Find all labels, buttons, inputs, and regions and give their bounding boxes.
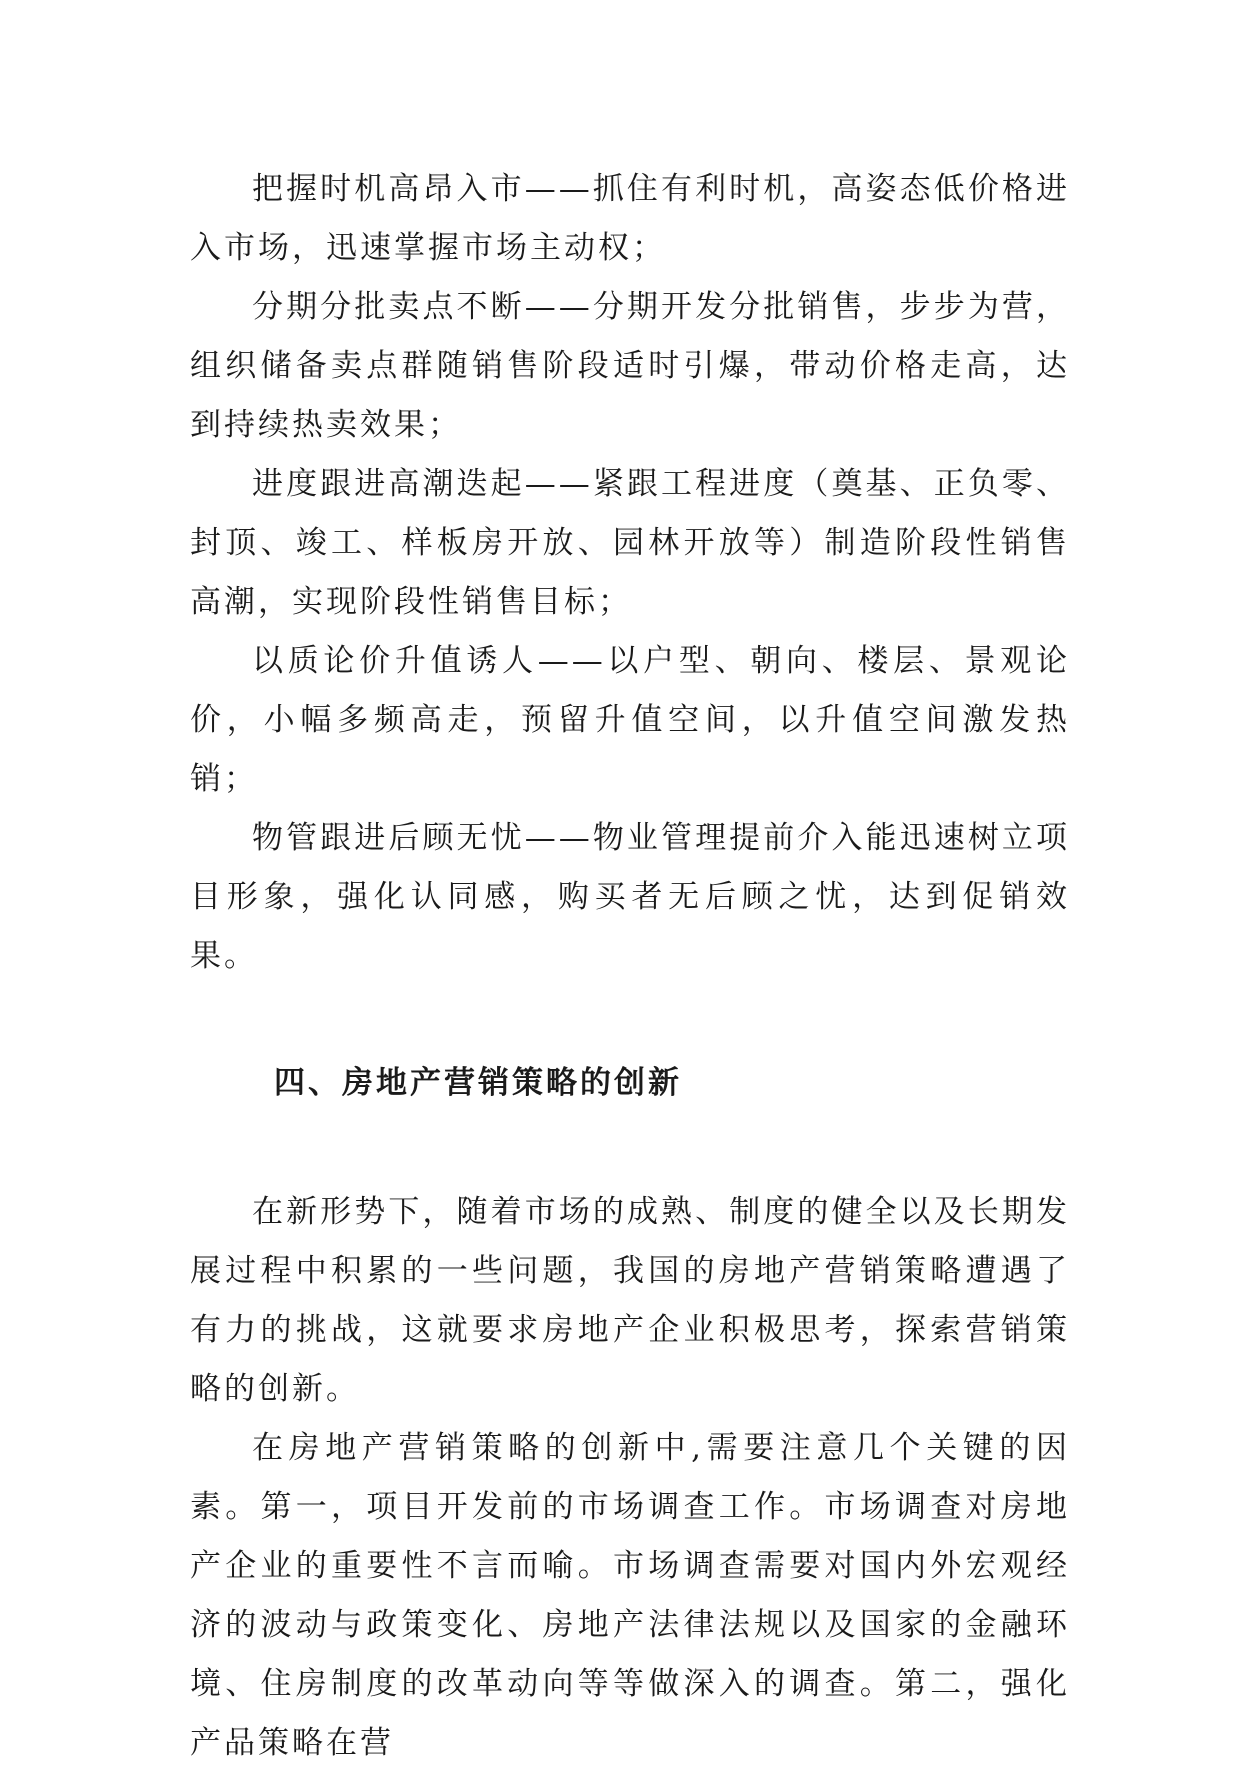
- section-heading: 四、房地产营销策略的创新: [274, 1065, 682, 1101]
- paragraph-key-factors: 在房地产营销策略的创新中,需要注意几个关键的因素。第一，项目开发前的市场调查工作。市场调查对房地产企业的重要性不言而喻。市场调查需要对国内外宏观经济的波动与政策变化、房地产法律法规以及国家的金融环境、住房制度的改革动向等等做深入的调查。第二，强化产品策略在营: [190, 1430, 1070, 1761]
- paragraph-quality-pricing: 以质论价升值诱人——以户型、朝向、楼层、景观论价，小幅多频高走，预留升值空间，以升值空间激发热销；: [190, 643, 1070, 797]
- paragraph-new-situation: 在新形势下，随着市场的成熟、制度的健全以及长期发展过程中积累的一些问题，我国的房地产营销策略遭遇了有力的挑战，这就要求房地产企业积极思考，探索营销策略的创新。: [190, 1194, 1070, 1407]
- paragraph-phased-sales: 分期分批卖点不断——分期开发分批销售，步步为营，组织储备卖点群随销售阶段适时引爆，带动价格走高，达到持续热卖效果；: [190, 289, 1070, 443]
- paragraph-timing-entry: 把握时机高昂入市——抓住有利时机，高姿态低价格进入市场，迅速掌握市场主动权；: [190, 171, 1070, 266]
- paragraph-progress-follow: 进度跟进高潮迭起——紧跟工程进度（奠基、正负零、封顶、竣工、样板房开放、园林开放等）制造阶段性销售高潮，实现阶段性销售目标；: [190, 466, 1070, 620]
- spacer: [190, 1113, 1070, 1183]
- paragraph-property-management: 物管跟进后顾无忧——物业管理提前介入能迅速树立项目形象，强化认同感，购买者无后顾之忧，达到促销效果。: [190, 820, 1070, 974]
- document-body: [190, 160, 1070, 1773]
- spacer: [190, 986, 1070, 1054]
